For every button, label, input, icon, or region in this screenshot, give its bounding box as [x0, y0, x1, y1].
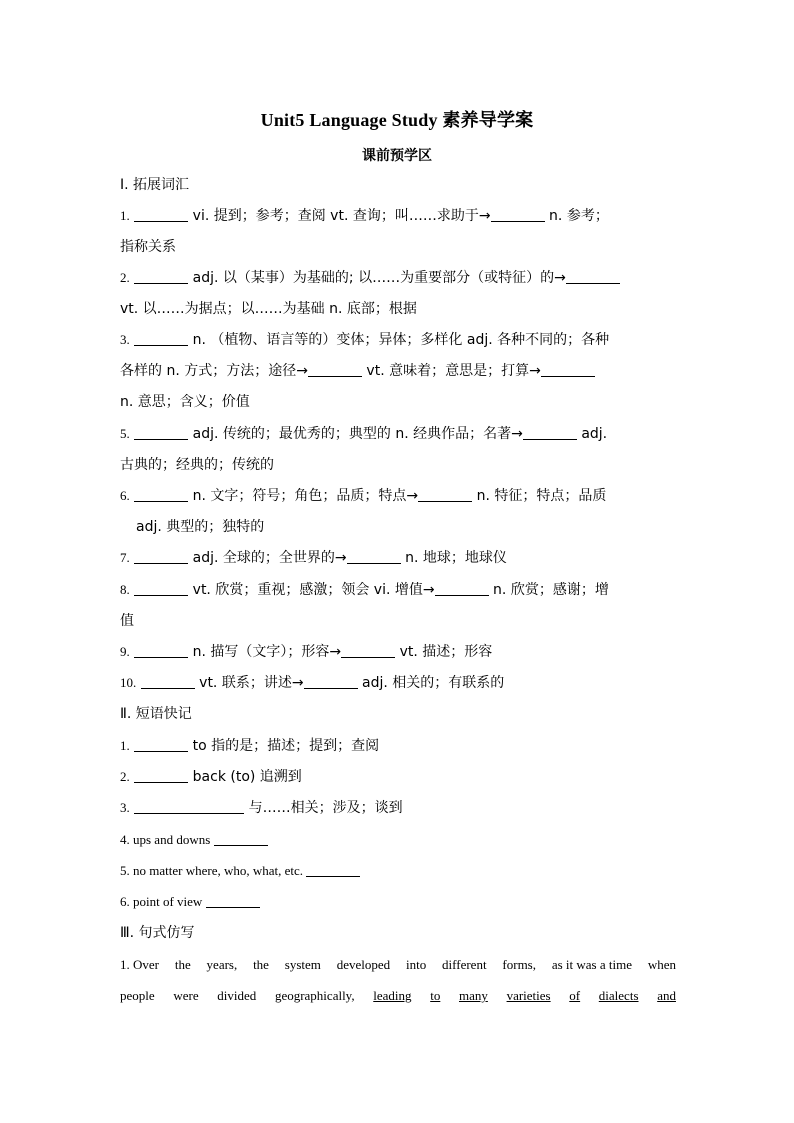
answer-blank[interactable] — [134, 269, 188, 284]
answer-blank[interactable] — [134, 581, 188, 596]
item-number: 3. — [120, 332, 130, 347]
section-subtitle: 课前预学区 — [362, 148, 432, 164]
item-text: n. 特征；特点；品质 — [476, 488, 607, 504]
vocab-item-3-cont2: n. 意思；含义；价值 — [120, 394, 250, 410]
word: years, — [206, 957, 238, 972]
item-number: 8. — [120, 582, 130, 597]
word: different — [442, 957, 487, 972]
underlined-word: varieties — [506, 988, 551, 1003]
answer-blank[interactable] — [206, 893, 260, 908]
item-text: vt. 欣赏；重视；感激；领会 vi. 增值→ — [192, 582, 435, 598]
item-text: 与……相关；涉及；谈到 — [248, 800, 403, 816]
item-number: 7. — [120, 550, 130, 565]
item-number: 6. — [120, 894, 130, 909]
item-text: n. 文字；符号；角色；品质；特点→ — [192, 488, 419, 504]
item-number: 1. — [120, 738, 130, 753]
item-number: 5. — [120, 426, 130, 441]
phrase-item-6 — [120, 892, 676, 912]
answer-blank[interactable] — [304, 674, 358, 689]
word: the — [174, 957, 191, 972]
answer-blank[interactable] — [418, 487, 472, 502]
vocab-item-3 — [120, 330, 676, 350]
phrase-item-1 — [120, 736, 676, 756]
word: people — [120, 988, 155, 1003]
section2-heading: Ⅱ. 短语快记 — [120, 706, 192, 722]
answer-blank[interactable] — [134, 331, 188, 346]
item-number: 4. — [120, 832, 130, 847]
answer-blank[interactable] — [134, 799, 244, 814]
word: the — [253, 957, 269, 972]
word: divided — [217, 988, 257, 1003]
item-number: 2. — [120, 270, 130, 285]
item-text: n. 地球；地球仪 — [405, 550, 507, 566]
underlined-word: dialects — [598, 988, 639, 1003]
vocab-item-9 — [120, 642, 676, 662]
item-number: 6. — [120, 488, 130, 503]
answer-blank[interactable] — [491, 207, 545, 222]
item-number: 10. — [120, 675, 137, 690]
phrase-item-5 — [120, 861, 676, 881]
item-text: adj. 以（某事）为基础的; 以……为重要部分（或特征）的→ — [192, 270, 566, 286]
item-text: adj. 全球的；全世界的→ — [192, 550, 347, 566]
section3-heading: Ⅲ. 句式仿写 — [120, 925, 195, 941]
item-number: 2. — [120, 769, 130, 784]
item-text: n. 参考； — [549, 208, 609, 224]
answer-blank[interactable] — [541, 362, 595, 377]
item-number: 9. — [120, 644, 130, 659]
vocab-item-3-cont — [120, 361, 676, 381]
item-text: adj. 传统的；最优秀的；典型的 n. 经典作品；名著→ — [192, 426, 523, 442]
item-text: vi. 提到；参考；查阅 vt. 查询；叫……求助于→ — [192, 208, 491, 224]
answer-blank[interactable] — [134, 425, 188, 440]
vocab-item-6 — [120, 486, 676, 506]
item-text: n. （植物、语言等的）变体；异体；多样化 adj. 各种不同的；各种 — [192, 332, 610, 348]
answer-blank[interactable] — [134, 737, 188, 752]
vocab-item-7 — [120, 548, 676, 568]
answer-blank[interactable] — [214, 831, 268, 846]
vocab-item-8-cont: 值 — [120, 613, 134, 629]
answer-blank[interactable] — [134, 207, 188, 222]
underlined-word: many — [459, 988, 488, 1003]
item-text: 各样的 n. 方式；方法；途径→ — [120, 363, 308, 379]
vocab-item-6-cont: adj. 典型的；独特的 — [136, 519, 265, 535]
underlined-word: leading — [373, 988, 412, 1003]
item-text: vt. 描述；形容 — [399, 644, 493, 660]
vocab-item-8 — [120, 580, 676, 600]
word: when — [647, 957, 676, 972]
item-text: back (to) 追溯到 — [192, 769, 302, 785]
word: into — [405, 957, 427, 972]
item-text: n. 欣赏；感谢；增 — [493, 582, 609, 598]
item-number: 1. — [120, 208, 130, 223]
item-text: adj. 相关的；有联系的 — [362, 675, 505, 691]
item-text: ups and downs — [133, 832, 211, 847]
word: were — [173, 988, 199, 1003]
word: as it was a time — [551, 957, 632, 972]
answer-blank[interactable] — [134, 549, 188, 564]
answer-blank[interactable] — [134, 643, 188, 658]
word: 1. Over — [120, 957, 159, 972]
sentence-1-line-2 — [120, 986, 676, 1006]
answer-blank[interactable] — [308, 362, 362, 377]
vocab-item-2-cont: vt. 以……为据点；以……为基础 n. 底部；根据 — [120, 301, 417, 317]
answer-blank[interactable] — [435, 581, 489, 596]
answer-blank[interactable] — [134, 487, 188, 502]
word: system — [284, 957, 321, 972]
answer-blank[interactable] — [141, 674, 195, 689]
item-text: point of view — [133, 894, 203, 909]
sentence-1-line-1 — [120, 955, 676, 975]
item-text: n. 描写（文字）；形容→ — [192, 644, 342, 660]
answer-blank[interactable] — [347, 549, 401, 564]
answer-blank[interactable] — [566, 269, 620, 284]
underlined-word: to — [430, 988, 441, 1003]
phrase-item-4 — [120, 830, 676, 850]
vocab-item-1-cont: 指称关系 — [120, 239, 176, 255]
vocab-item-5-cont: 古典的；经典的；传统的 — [120, 457, 274, 473]
item-text: adj. — [581, 426, 608, 442]
item-text: to 指的是；描述；提到；查阅 — [192, 738, 380, 754]
item-number: 5. — [120, 863, 130, 878]
item-text: vt. 意味着；意思是；打算→ — [366, 363, 541, 379]
vocab-item-2 — [120, 268, 676, 288]
word: forms, — [502, 957, 536, 972]
page-title: Unit5 Language Study 素养导学案 — [260, 110, 534, 130]
phrase-item-2 — [120, 767, 676, 787]
underlined-word: and — [657, 988, 676, 1003]
phrase-item-3 — [120, 798, 676, 818]
answer-blank[interactable] — [306, 862, 360, 877]
item-number: 3. — [120, 800, 130, 815]
item-text: vt. 联系；讲述→ — [199, 675, 304, 691]
vocab-item-1 — [120, 206, 676, 226]
answer-blank[interactable] — [134, 768, 188, 783]
item-text: no matter where, who, what, etc. — [133, 863, 304, 878]
section1-heading: I. 拓展词汇 — [120, 177, 190, 193]
word: developed — [336, 957, 391, 972]
answer-blank[interactable] — [523, 425, 577, 440]
underlined-word: of — [569, 988, 581, 1003]
answer-blank[interactable] — [341, 643, 395, 658]
vocab-item-5 — [120, 424, 676, 444]
vocab-item-10 — [120, 673, 676, 693]
word: geographically, — [274, 988, 355, 1003]
